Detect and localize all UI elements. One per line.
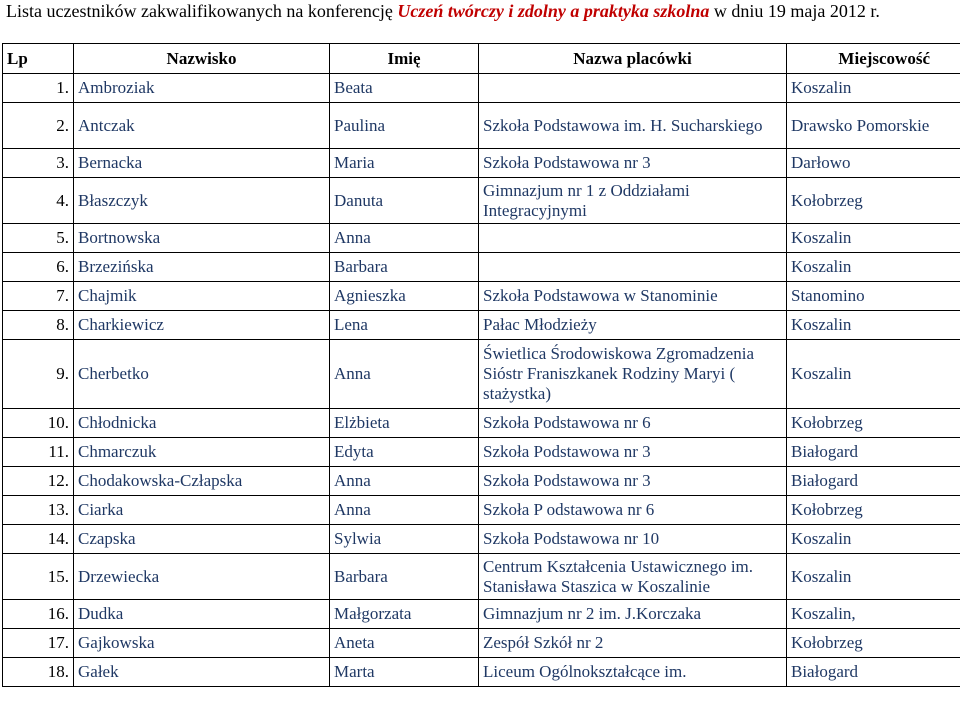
table-row xyxy=(3,149,960,178)
row-surname: Gajkowska xyxy=(74,629,330,658)
row-city: Kołobrzeg xyxy=(787,629,960,658)
row-surname: Dudka xyxy=(74,600,330,629)
row-first-name: Beata xyxy=(330,74,479,103)
table-row xyxy=(3,467,960,496)
row-surname: Brzezińska xyxy=(74,253,330,282)
participants-table xyxy=(2,43,960,687)
row-city: Koszalin, xyxy=(787,600,960,629)
row-lp: 18. xyxy=(3,658,74,687)
row-city: Koszalin xyxy=(787,224,960,253)
row-surname: Chajmik xyxy=(74,282,330,311)
row-surname: Chłodnicka xyxy=(74,409,330,438)
row-institution: Szkoła Podstawowa w Stanominie xyxy=(479,282,787,311)
row-city: Koszalin xyxy=(787,311,960,340)
row-city: Koszalin xyxy=(787,554,960,600)
row-city: Białogard xyxy=(787,467,960,496)
row-institution xyxy=(479,224,787,253)
row-lp: 11. xyxy=(3,438,74,467)
row-surname: Chodakowska-Człapska xyxy=(74,467,330,496)
row-first-name: Paulina xyxy=(330,103,479,149)
row-city: Koszalin xyxy=(787,253,960,282)
table-row xyxy=(3,629,960,658)
row-city: Kołobrzeg xyxy=(787,178,960,224)
row-first-name: Anna xyxy=(330,340,479,409)
row-city: Koszalin xyxy=(787,74,960,103)
row-city: Drawsko Pomorskie xyxy=(787,103,960,149)
row-first-name: Barbara xyxy=(330,554,479,600)
row-surname: Ciarka xyxy=(74,496,330,525)
row-lp: 6. xyxy=(3,253,74,282)
row-surname: Drzewiecka xyxy=(74,554,330,600)
row-city: Koszalin xyxy=(787,525,960,554)
row-institution xyxy=(479,74,787,103)
row-lp: 16. xyxy=(3,600,74,629)
row-surname: Charkiewicz xyxy=(74,311,330,340)
row-lp: 13. xyxy=(3,496,74,525)
row-first-name: Lena xyxy=(330,311,479,340)
row-institution: Centrum Kształcenia Ustawicznego im. Stanisława Staszica w Koszalinie xyxy=(479,554,787,600)
row-first-name: Marta xyxy=(330,658,479,687)
header-institution: Nazwa placówki xyxy=(479,44,787,74)
row-first-name: Danuta xyxy=(330,178,479,224)
row-institution: Szkoła Podstawowa nr 3 xyxy=(479,149,787,178)
row-institution: Szkoła Podstawowa im. H. Sucharskiego xyxy=(479,103,787,149)
table-header-row xyxy=(3,44,960,74)
row-lp: 4. xyxy=(3,178,74,224)
table-row xyxy=(3,525,960,554)
row-lp: 3. xyxy=(3,149,74,178)
table-row xyxy=(3,282,960,311)
row-first-name: Maria xyxy=(330,149,479,178)
row-first-name: Anna xyxy=(330,224,479,253)
table-row xyxy=(3,600,960,629)
row-lp: 1. xyxy=(3,74,74,103)
table-row xyxy=(3,74,960,103)
heading-suffix: w dniu 19 maja 2012 r. xyxy=(713,1,880,21)
table-row xyxy=(3,658,960,687)
conference-title: Uczeń twórczy i zdolny a praktyka szkolna xyxy=(397,1,710,21)
row-first-name: Agnieszka xyxy=(330,282,479,311)
row-surname: Ambroziak xyxy=(74,74,330,103)
row-lp: 17. xyxy=(3,629,74,658)
row-lp: 7. xyxy=(3,282,74,311)
table-row xyxy=(3,409,960,438)
row-first-name: Anna xyxy=(330,496,479,525)
row-city: Koszalin xyxy=(787,340,960,409)
header-first-name: Imię xyxy=(330,44,479,74)
row-institution: Gimnazjum nr 1 z Oddziałami Integracyjnymi xyxy=(479,178,787,224)
header-surname: Nazwisko xyxy=(74,44,330,74)
row-institution: Szkoła Podstawowa nr 3 xyxy=(479,467,787,496)
table-row xyxy=(3,103,960,149)
row-surname: Antczak xyxy=(74,103,330,149)
heading-prefix: Lista uczestników zakwalifikowanych na konferencję xyxy=(6,1,393,21)
row-institution: Szkoła P odstawowa nr 6 xyxy=(479,496,787,525)
table-row xyxy=(3,554,960,600)
row-lp: 15. xyxy=(3,554,74,600)
row-lp: 12. xyxy=(3,467,74,496)
row-city: Białogard xyxy=(787,658,960,687)
row-institution: Liceum Ogólnokształcące im. xyxy=(479,658,787,687)
row-institution: Gimnazjum nr 2 im. J.Korczaka xyxy=(479,600,787,629)
table-row xyxy=(3,253,960,282)
row-lp: 10. xyxy=(3,409,74,438)
header-city: Miejscowość xyxy=(787,44,960,74)
table-row xyxy=(3,311,960,340)
table-row xyxy=(3,340,960,409)
row-first-name: Aneta xyxy=(330,629,479,658)
row-lp: 2. xyxy=(3,103,74,149)
row-city: Kołobrzeg xyxy=(787,409,960,438)
row-institution: Szkoła Podstawowa nr 10 xyxy=(479,525,787,554)
header-lp: Lp xyxy=(3,44,74,74)
row-institution: Szkoła Podstawowa nr 6 xyxy=(479,409,787,438)
row-lp: 8. xyxy=(3,311,74,340)
table-row xyxy=(3,496,960,525)
row-institution: Szkoła Podstawowa nr 3 xyxy=(479,438,787,467)
row-surname: Bortnowska xyxy=(74,224,330,253)
row-surname: Chmarczuk xyxy=(74,438,330,467)
row-surname: Błaszczyk xyxy=(74,178,330,224)
row-surname: Bernacka xyxy=(74,149,330,178)
row-lp: 5. xyxy=(3,224,74,253)
row-first-name: Elżbieta xyxy=(330,409,479,438)
row-institution: Zespół Szkół nr 2 xyxy=(479,629,787,658)
row-institution: Pałac Młodzieży xyxy=(479,311,787,340)
table-row xyxy=(3,438,960,467)
row-city: Stanomino xyxy=(787,282,960,311)
table-row xyxy=(3,178,960,224)
row-first-name: Małgorzata xyxy=(330,600,479,629)
row-first-name: Anna xyxy=(330,467,479,496)
document-heading xyxy=(6,0,880,22)
row-surname: Cherbetko xyxy=(74,340,330,409)
row-surname: Gałek xyxy=(74,658,330,687)
row-institution: Świetlica Środowiskowa Zgromadzenia Sióstr Franiszkanek Rodziny Maryi ( stażystka) xyxy=(479,340,787,409)
row-institution xyxy=(479,253,787,282)
row-lp: 14. xyxy=(3,525,74,554)
row-first-name: Barbara xyxy=(330,253,479,282)
row-first-name: Sylwia xyxy=(330,525,479,554)
row-surname: Czapska xyxy=(74,525,330,554)
row-city: Białogard xyxy=(787,438,960,467)
row-lp: 9. xyxy=(3,340,74,409)
row-city: Darłowo xyxy=(787,149,960,178)
row-city: Kołobrzeg xyxy=(787,496,960,525)
row-first-name: Edyta xyxy=(330,438,479,467)
table-row xyxy=(3,224,960,253)
